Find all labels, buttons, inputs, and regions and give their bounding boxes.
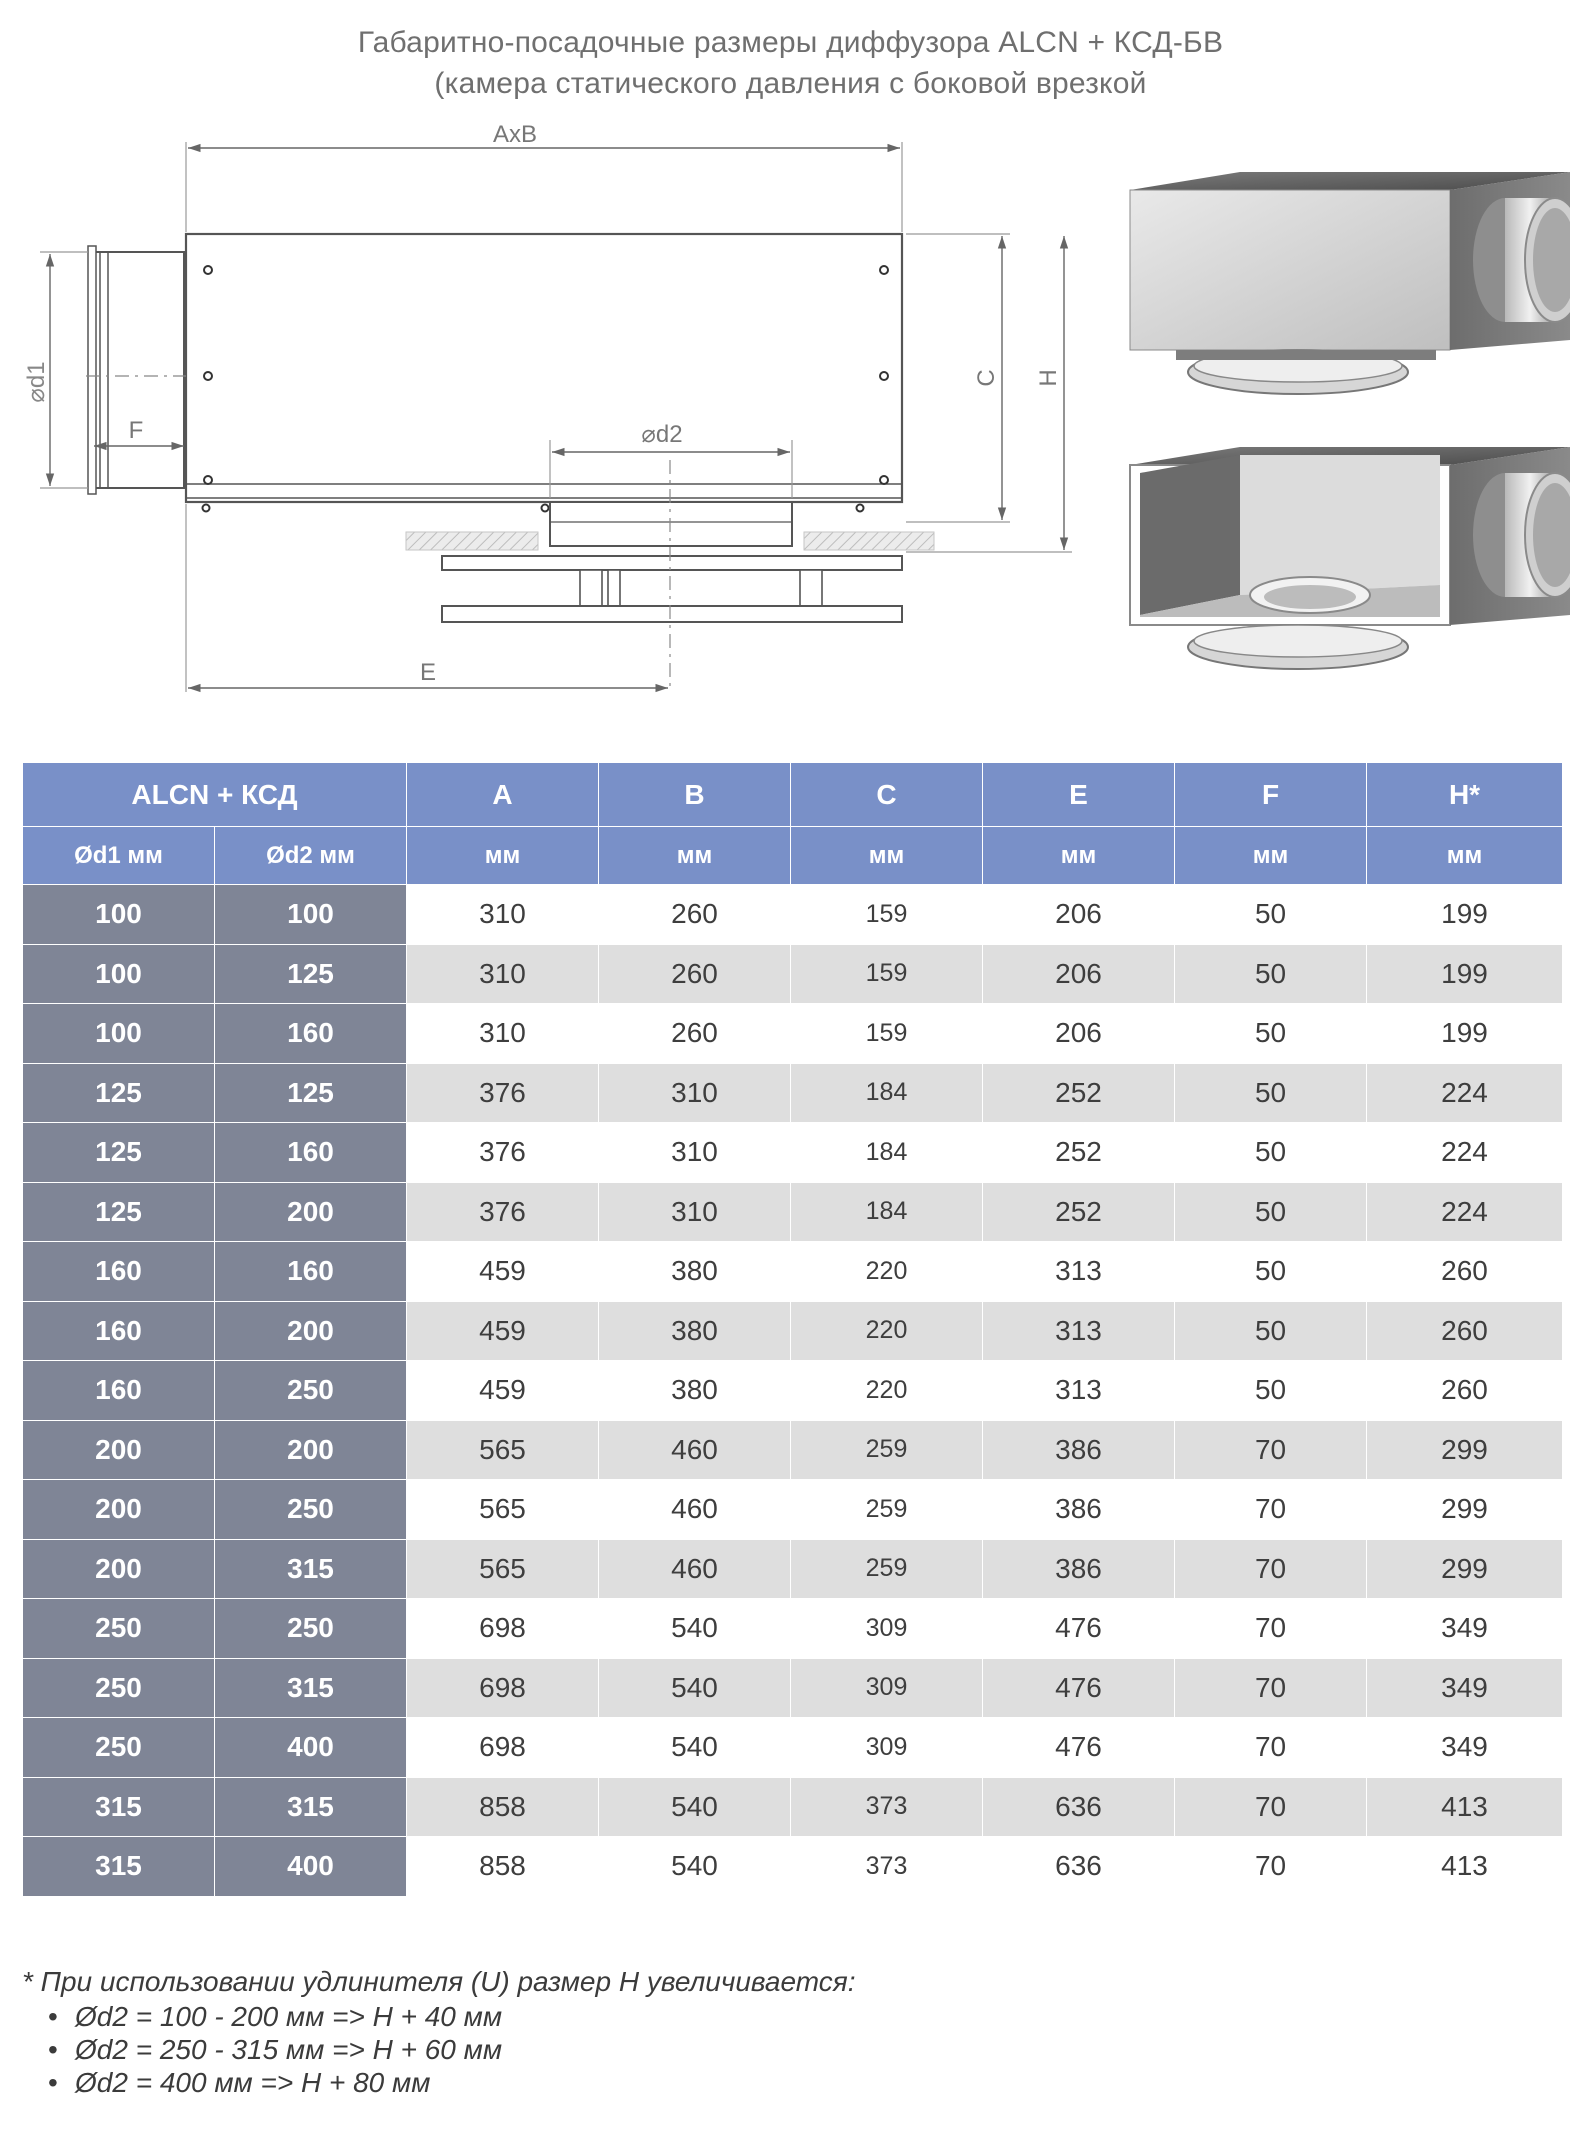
cell-d1: 125 — [23, 1063, 215, 1123]
label-c: C — [973, 369, 1000, 387]
cell-d2: 200 — [215, 1420, 407, 1480]
label-axb: AxB — [492, 121, 538, 148]
table-cell: 259 — [791, 1539, 983, 1599]
table-cell: 698 — [407, 1599, 599, 1659]
cell-d1: 250 — [23, 1599, 215, 1659]
plenum-box-cutaway-photo — [1110, 425, 1570, 680]
subheader-e-unit: мм — [983, 827, 1175, 885]
table-cell: 386 — [983, 1480, 1175, 1540]
plenum-box-photo — [1110, 150, 1570, 405]
table-cell: 50 — [1175, 1242, 1367, 1302]
table-row — [23, 944, 1563, 1004]
table-cell: 259 — [791, 1480, 983, 1540]
table-cell: 199 — [1367, 1004, 1563, 1064]
table-cell: 373 — [791, 1837, 983, 1897]
table-cell: 70 — [1175, 1718, 1367, 1778]
table-row — [23, 1777, 1563, 1837]
cell-d1: 315 — [23, 1837, 215, 1897]
cell-d2: 400 — [215, 1837, 407, 1897]
table-cell: 386 — [983, 1420, 1175, 1480]
table-cell: 309 — [791, 1658, 983, 1718]
cell-d2: 250 — [215, 1480, 407, 1540]
table-cell: 636 — [983, 1837, 1175, 1897]
cell-d2: 200 — [215, 1301, 407, 1361]
table-row — [23, 1480, 1563, 1540]
table-cell: 50 — [1175, 1123, 1367, 1183]
cell-d2: 100 — [215, 885, 407, 945]
table-cell: 260 — [1367, 1361, 1563, 1421]
cell-d1: 200 — [23, 1480, 215, 1540]
table-cell: 252 — [983, 1123, 1175, 1183]
table-cell: 565 — [407, 1539, 599, 1599]
cell-d1: 100 — [23, 885, 215, 945]
table-cell: 199 — [1367, 885, 1563, 945]
table-cell: 299 — [1367, 1480, 1563, 1540]
table-cell: 50 — [1175, 885, 1367, 945]
dimension-drawing — [0, 120, 1100, 720]
table-row — [23, 885, 1563, 945]
table-cell: 224 — [1367, 1182, 1563, 1242]
table-subheader-row — [23, 827, 1563, 885]
header-a: A — [407, 763, 599, 827]
table-cell: 460 — [599, 1480, 791, 1540]
table-row — [23, 1123, 1563, 1183]
table-cell: 70 — [1175, 1539, 1367, 1599]
table-cell: 309 — [791, 1718, 983, 1778]
table-cell: 309 — [791, 1599, 983, 1659]
table-cell: 540 — [599, 1658, 791, 1718]
subheader-d1: Ød1 мм — [23, 827, 215, 885]
table-cell: 310 — [599, 1063, 791, 1123]
cell-d2: 125 — [215, 1063, 407, 1123]
bullet-dot: • — [48, 2034, 58, 2065]
table-cell: 540 — [599, 1777, 791, 1837]
table-row — [23, 1420, 1563, 1480]
table-cell: 50 — [1175, 1182, 1367, 1242]
footnote-item-text: Ød2 = 250 - 315 мм => H + 60 мм — [75, 2034, 503, 2065]
table-row — [23, 1361, 1563, 1421]
table-cell: 476 — [983, 1658, 1175, 1718]
header-c: C — [791, 763, 983, 827]
table-cell: 376 — [407, 1063, 599, 1123]
table-cell: 159 — [791, 1004, 983, 1064]
table-cell: 313 — [983, 1301, 1175, 1361]
table-cell: 698 — [407, 1658, 599, 1718]
header-e: E — [983, 763, 1175, 827]
footnote-item — [48, 2000, 502, 2033]
table-cell: 70 — [1175, 1420, 1367, 1480]
table-cell: 70 — [1175, 1599, 1367, 1659]
label-h: H — [1035, 369, 1062, 387]
cell-d1: 200 — [23, 1539, 215, 1599]
table-cell: 70 — [1175, 1837, 1367, 1897]
table-cell: 459 — [407, 1301, 599, 1361]
table-row — [23, 1658, 1563, 1718]
subheader-f-unit: мм — [1175, 827, 1367, 885]
footnote-item-text: Ød2 = 100 - 200 мм => H + 40 мм — [75, 2001, 503, 2032]
table-cell: 220 — [791, 1361, 983, 1421]
subheader-d2: Ød2 мм — [215, 827, 407, 885]
table-cell: 199 — [1367, 944, 1563, 1004]
table-cell: 260 — [1367, 1242, 1563, 1302]
table-cell: 260 — [599, 1004, 791, 1064]
table-cell: 459 — [407, 1242, 599, 1302]
cell-d1: 160 — [23, 1361, 215, 1421]
table-row — [23, 1599, 1563, 1659]
subheader-a-unit: мм — [407, 827, 599, 885]
table-cell: 376 — [407, 1123, 599, 1183]
subheader-c-unit: мм — [791, 827, 983, 885]
table-cell: 50 — [1175, 1301, 1367, 1361]
cell-d2: 160 — [215, 1004, 407, 1064]
cell-d1: 100 — [23, 944, 215, 1004]
table-cell: 184 — [791, 1182, 983, 1242]
table-cell: 349 — [1367, 1658, 1563, 1718]
table-cell: 460 — [599, 1420, 791, 1480]
table-cell: 565 — [407, 1480, 599, 1540]
cell-d2: 250 — [215, 1599, 407, 1659]
table-cell: 299 — [1367, 1539, 1563, 1599]
table-cell: 206 — [983, 1004, 1175, 1064]
table-cell: 540 — [599, 1837, 791, 1897]
dimensions-table — [22, 762, 1563, 1897]
table-cell: 313 — [983, 1242, 1175, 1302]
cell-d2: 125 — [215, 944, 407, 1004]
table-cell: 459 — [407, 1361, 599, 1421]
cell-d2: 160 — [215, 1123, 407, 1183]
table-cell: 310 — [407, 1004, 599, 1064]
cell-d1: 100 — [23, 1004, 215, 1064]
subheader-h-unit: мм — [1367, 827, 1563, 885]
table-cell: 858 — [407, 1777, 599, 1837]
table-cell: 313 — [983, 1361, 1175, 1421]
table-cell: 310 — [599, 1123, 791, 1183]
cell-d2: 315 — [215, 1658, 407, 1718]
table-row — [23, 1182, 1563, 1242]
cell-d2: 160 — [215, 1242, 407, 1302]
table-cell: 206 — [983, 885, 1175, 945]
table-cell: 260 — [1367, 1301, 1563, 1361]
table-cell: 413 — [1367, 1837, 1563, 1897]
title-line-2: (камера статического давления с боковой врезкой — [434, 67, 1147, 100]
table-cell: 220 — [791, 1301, 983, 1361]
footnote-item — [48, 2033, 502, 2066]
table-cell: 50 — [1175, 944, 1367, 1004]
table-cell: 380 — [599, 1242, 791, 1302]
table-row — [23, 1837, 1563, 1897]
page-title — [0, 22, 1581, 104]
table-cell: 413 — [1367, 1777, 1563, 1837]
table-cell: 460 — [599, 1539, 791, 1599]
header-alcn-ksd: ALCN + КСД — [23, 763, 407, 827]
header-h: H* — [1367, 763, 1563, 827]
table-cell: 252 — [983, 1182, 1175, 1242]
table-cell: 259 — [791, 1420, 983, 1480]
cell-d1: 250 — [23, 1718, 215, 1778]
bullet-dot: • — [48, 2067, 58, 2098]
bullet-dot: • — [48, 2001, 58, 2032]
table-cell: 376 — [407, 1182, 599, 1242]
table-cell: 698 — [407, 1718, 599, 1778]
table-cell: 50 — [1175, 1361, 1367, 1421]
table-cell: 380 — [599, 1301, 791, 1361]
table-cell: 70 — [1175, 1480, 1367, 1540]
table-row — [23, 1539, 1563, 1599]
label-f: F — [128, 417, 144, 444]
title-line-1: Габаритно-посадочные размеры диффузора ALCN + КСД-БВ — [357, 26, 1224, 59]
table-cell: 858 — [407, 1837, 599, 1897]
cell-d2: 315 — [215, 1539, 407, 1599]
table-cell: 206 — [983, 944, 1175, 1004]
table-row — [23, 1242, 1563, 1302]
cell-d1: 315 — [23, 1777, 215, 1837]
table-cell: 310 — [407, 944, 599, 1004]
table-cell: 310 — [407, 885, 599, 945]
footnote-item-text: Ød2 = 400 мм => H + 80 мм — [75, 2067, 431, 2098]
table-cell: 476 — [983, 1718, 1175, 1778]
table-cell: 70 — [1175, 1777, 1367, 1837]
table-row — [23, 1063, 1563, 1123]
table-cell: 220 — [791, 1242, 983, 1302]
table-body — [23, 885, 1563, 1897]
table-cell: 310 — [599, 1182, 791, 1242]
table-cell: 373 — [791, 1777, 983, 1837]
cell-d2: 315 — [215, 1777, 407, 1837]
cell-d1: 250 — [23, 1658, 215, 1718]
header-f: F — [1175, 763, 1367, 827]
table-row — [23, 1004, 1563, 1064]
table-cell: 636 — [983, 1777, 1175, 1837]
footnote-item — [48, 2066, 502, 2099]
cell-d1: 160 — [23, 1301, 215, 1361]
label-d2: ⌀d2 — [641, 421, 683, 448]
cell-d1: 125 — [23, 1182, 215, 1242]
cell-d1: 160 — [23, 1242, 215, 1302]
table-cell: 50 — [1175, 1004, 1367, 1064]
table-cell: 476 — [983, 1599, 1175, 1659]
label-e: E — [419, 659, 437, 686]
header-b: B — [599, 763, 791, 827]
footnote-text: * При использовании удлинителя (U) размер H увеличивается: — [22, 1966, 856, 1997]
table-cell: 224 — [1367, 1123, 1563, 1183]
table-cell: 380 — [599, 1361, 791, 1421]
table-cell: 159 — [791, 944, 983, 1004]
table-cell: 260 — [599, 885, 791, 945]
table-cell: 184 — [791, 1063, 983, 1123]
cell-d1: 125 — [23, 1123, 215, 1183]
table-cell: 50 — [1175, 1063, 1367, 1123]
cell-d2: 250 — [215, 1361, 407, 1421]
cell-d1: 200 — [23, 1420, 215, 1480]
table-cell: 386 — [983, 1539, 1175, 1599]
table-cell: 184 — [791, 1123, 983, 1183]
table-header-row — [23, 763, 1563, 827]
footnote-list — [48, 2000, 502, 2099]
table-cell: 252 — [983, 1063, 1175, 1123]
subheader-b-unit: мм — [599, 827, 791, 885]
table-row — [23, 1301, 1563, 1361]
table-cell: 70 — [1175, 1658, 1367, 1718]
table-cell: 540 — [599, 1718, 791, 1778]
table-cell: 349 — [1367, 1718, 1563, 1778]
table-cell: 565 — [407, 1420, 599, 1480]
table-cell: 299 — [1367, 1420, 1563, 1480]
table-row — [23, 1718, 1563, 1778]
cell-d2: 200 — [215, 1182, 407, 1242]
cell-d2: 400 — [215, 1718, 407, 1778]
table-cell: 159 — [791, 885, 983, 945]
label-d1: ⌀d1 — [23, 361, 50, 403]
table-cell: 349 — [1367, 1599, 1563, 1659]
table-cell: 540 — [599, 1599, 791, 1659]
table-cell: 260 — [599, 944, 791, 1004]
table-cell: 224 — [1367, 1063, 1563, 1123]
